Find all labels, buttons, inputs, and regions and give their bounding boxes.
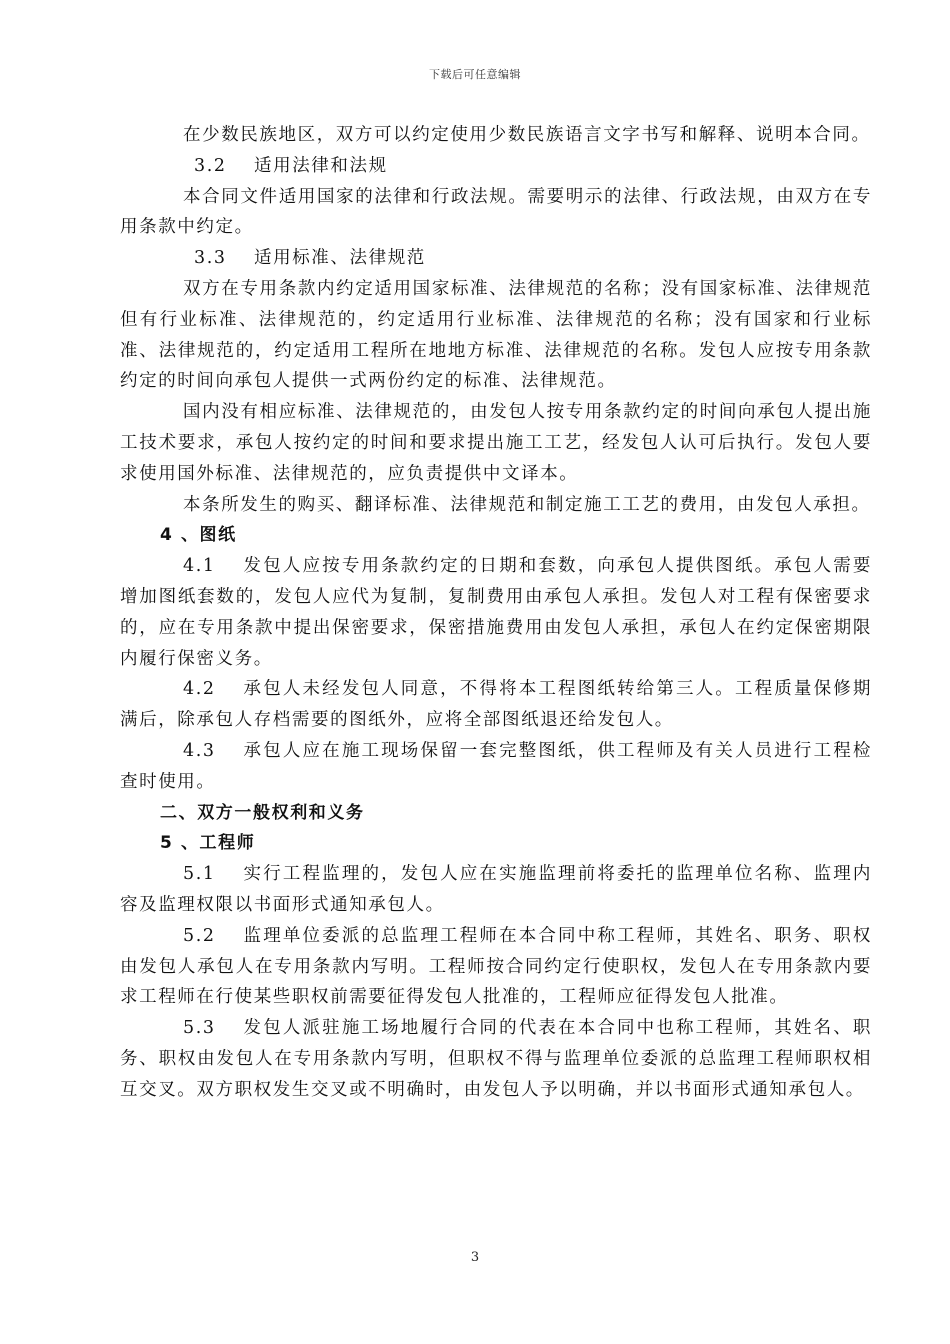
clause-5-1 [120, 859, 872, 921]
document-body [120, 120, 872, 1106]
clause-number: 4.3 [183, 740, 216, 761]
clause-text: 承包人未经发包人同意，不得将本工程图纸转给第三人。工程质量保修期满后，除承包人存档需要的图纸外，应将全部图纸退还给发包人。 [120, 679, 872, 731]
clause-number: 4.2 [183, 679, 216, 700]
paragraph-minority-language: 在少数民族地区，双方可以约定使用少数民族语言文字书写和解释、说明本合同。 [183, 125, 871, 145]
clause-4-1 [120, 551, 872, 674]
clause-number: 5.3 [183, 1018, 216, 1039]
clause-text: 承包人应在施工现场保留一套完整图纸，供工程师及有关人员进行工程检查时使用。 [120, 740, 872, 792]
heading-drawings: 4 、图纸 [160, 525, 237, 546]
clause-text: 发包人应按专用条款约定的日期和套数，向承包人提供图纸。承包人需要增加图纸套数的，发包人应代为复制，复制费用由承包人承担。发包人对工程有保密要求的，应在专用条款中提出保密要求，保密措施费用由发包人承担，承包人在约定保密期限内履行保密义务。 [120, 556, 872, 669]
heading-part-two: 二、双方一般权利和义务 [160, 802, 365, 823]
clause-4-2 [120, 674, 872, 736]
page-number: 3 [470, 1250, 480, 1265]
section-title: 适用标准、法律规范 [254, 248, 426, 269]
section-3-2-heading [120, 151, 872, 182]
section-title: 适用法律和法规 [254, 155, 388, 176]
section-number: 3.3 [194, 248, 227, 269]
clause-5-2 [120, 921, 872, 1013]
clause-number: 5.2 [183, 925, 216, 946]
clause-text: 发包人派驻施工场地履行合同的代表在本合同中也称工程师，其姓名、职务、职权由发包人在专用条款内写明，但职权不得与监理单位委派的总监理工程师职权相互交叉。双方职权发生交叉或不明确时，由发包人予以明确，并以书面形式通知承包人。 [120, 1018, 872, 1100]
heading-engineer: 5 、工程师 [160, 833, 256, 854]
paragraph-standards-cost: 本条所发生的购买、翻译标准、法律规范和制定施工工艺的费用，由发包人承担。 [183, 494, 871, 515]
paragraph-applicable-law: 本合同文件适用国家的法律和行政法规。需要明示的法律、行政法规，由双方在专用条款中约定。 [120, 186, 872, 238]
section-3-3-heading [120, 243, 872, 274]
paragraph-standards: 双方在专用条款内约定适用国家标准、法律规范的名称；没有国家标准、法律规范但有行业标准、法律规范的，约定适用行业标准、法律规范的名称；没有国家和行业标准、法律规范的，约定适用工程所在地地方标准、法律规范的名称。发包人应按专用条款约定的时间向承包人提供一式两份约定的标准、法律规范。 [120, 278, 872, 392]
paragraph-no-domestic-standards: 国内没有相应标准、法律规范的，由发包人按专用条款约定的时间向承包人提出施工技术要求，承包人按约定的时间和要求提出施工工艺，经发包人认可后执行。发包人要求使用国外标准、法律规范的，应负责提供中文译本。 [120, 402, 872, 484]
clause-number: 5.1 [183, 864, 216, 885]
page-header: 下载后可任意编辑 [429, 68, 521, 81]
clause-text: 监理单位委派的总监理工程师在本合同中称工程师，其姓名、职务、职权由发包人承包人在专用条款内写明。工程师按合同约定行使职权，发包人在专用条款内要求工程师在行使某些职权前需要征得发包人批准的，工程师应征得发包人批准。 [120, 925, 872, 1008]
clause-5-3 [120, 1013, 872, 1105]
clause-text: 实行工程监理的，发包人应在实施监理前将委托的监理单位名称、监理内容及监理权限以书面形式通知承包人。 [120, 864, 872, 915]
clause-number: 4.1 [183, 556, 216, 577]
section-number: 3.2 [194, 155, 227, 176]
clause-4-3 [120, 736, 872, 798]
